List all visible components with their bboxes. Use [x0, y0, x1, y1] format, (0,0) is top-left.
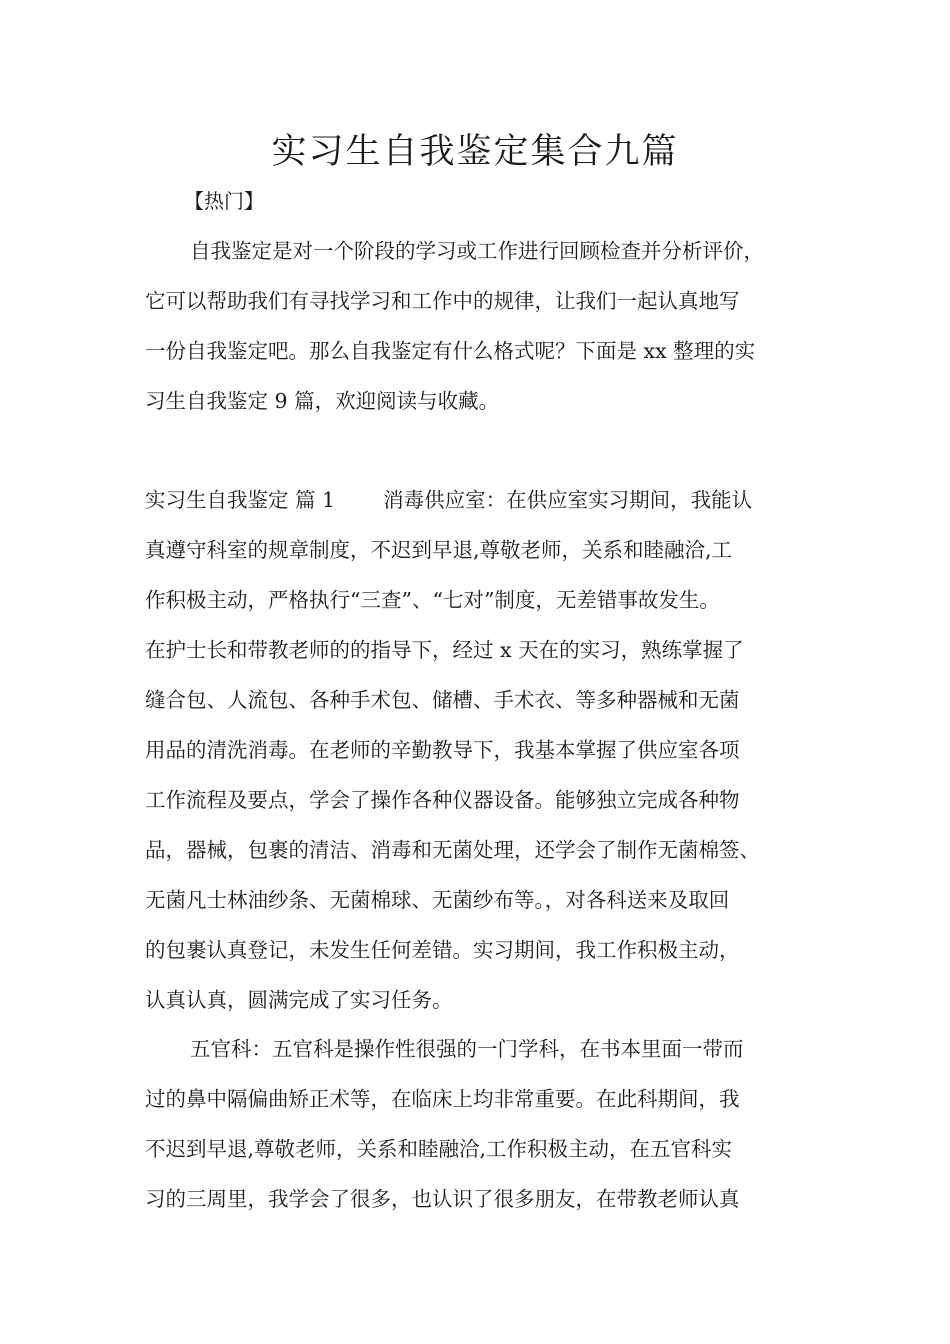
hot-tag: 【热门】 [184, 189, 264, 213]
document-title: 实习生自我鉴定集合九篇 [271, 132, 679, 172]
section2-line: 五官科：五官科是操作性很强的一门学科，在书本里面一带而 [190, 1037, 744, 1061]
intro-line: 它可以帮助我们有寻找学习和工作中的规律，让我们一起认真地写 [145, 289, 740, 313]
section1-line: 真遵守科室的规章制度，不迟到早退,尊敬老师，关系和睦融洽,工 [145, 538, 733, 562]
section2-line: 不迟到早退,尊敬老师，关系和睦融洽,工作积极主动，在五官科实 [145, 1137, 733, 1161]
section1-first-line-text: 消毒供应室：在供应室实习期间，我能认 [383, 488, 753, 512]
section2-line: 习的三周里，我学会了很多，也认识了很多朋友，在带教老师认真 [145, 1187, 740, 1211]
section1-first-line [145, 485, 752, 515]
section1-line: 作积极主动，严格执行“三查”、“七对”制度，无差错事故发生。 [145, 588, 720, 612]
intro-line: 习生自我鉴定 9 篇，欢迎阅读与收藏。 [145, 389, 500, 413]
section1-line: 用品的清洗消毒。在老师的辛勤教导下，我基本掌握了供应室各项 [145, 738, 740, 762]
intro-line: 一份自我鉴定吧。那么自我鉴定有什么格式呢？下面是 xx 整理的实 [145, 339, 756, 363]
section1-line: 无菌凡士林油纱条、无菌棉球、无菌纱布等。，对各科送来及取回 [145, 888, 730, 912]
section1-line: 在护士长和带教老师的的指导下，经过 x 天在的实习，熟练掌握了 [145, 638, 744, 662]
section1-line: 工作流程及要点，学会了操作各种仪器设备。能够独立完成各种物 [145, 788, 740, 812]
section1-heading: 实习生自我鉴定 篇 1 [145, 488, 336, 512]
section1-line: 的包裹认真登记，未发生任何差错。实习期间，我工作积极主动， [145, 938, 740, 962]
section2-line: 过的鼻中隔偏曲矫正术等，在临床上均非常重要。在此科期间，我 [145, 1087, 740, 1111]
section1-line: 品，器械，包裹的清洁、消毒和无菌处理，还学会了制作无菌棉签、 [145, 838, 760, 862]
section1-line: 缝合包、人流包、各种手术包、储槽、手术衣、等多种器械和无菌 [145, 688, 740, 712]
intro-line: 自我鉴定是对一个阶段的学习或工作进行回顾检查并分析评价， [190, 239, 764, 263]
section1-line: 认真认真，圆满完成了实习任务。 [145, 988, 453, 1012]
